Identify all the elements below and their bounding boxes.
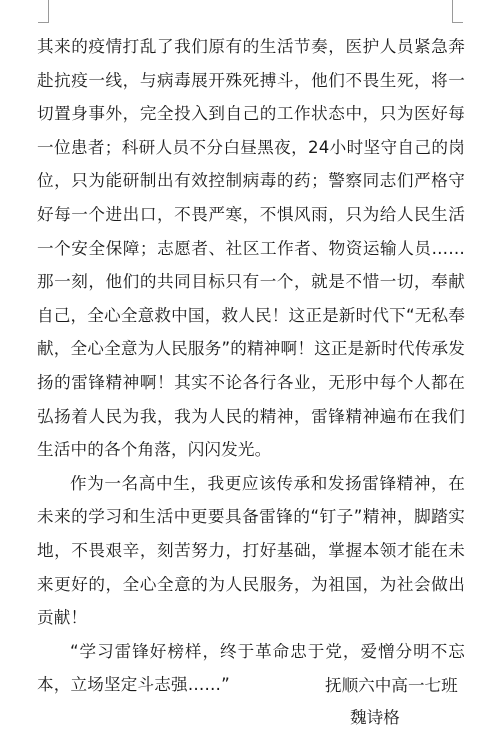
paragraph-3-quote: “学习雷锋好榜样，终于革命忠于党，爱憎分明不忘本，立场坚定斗志强……” [37,641,465,695]
signature-name: 魏诗格 [350,708,400,727]
paragraph-2: 作为一名高中生，我更应该传承和发扬雷锋精神，在未来的学习和生活中更要具备雷锋的“钉子”精神，脚踏实地，不畏艰辛，刻苦努力，打好基础，掌握本领才能在未来更好的，全心全意的为人民服务，为祖国，为社会做出贡献！ [37,473,465,628]
crop-mark-top-right [452,0,463,23]
document-body [37,30,465,702]
crop-mark-top-left [38,0,49,23]
signature-school: 抚顺六中高一七班 [325,676,458,695]
paragraph-1: 其来的疫情打乱了我们原有的生活节奏，医护人员紧急奔赴抗疫一线，与病毒展开殊死搏斗，他们不畏生死，将一切置身事外，完全投入到自己的工作状态中，只为医好每一位患者；科研人员不分白昼黑夜，24小时坚守自己的岗位，只为能研制出有效控制病毒的药；警察同志们严格守好每一个进出口，不畏严寒，不惧风雨，只为给人民生活一个安全保障；志愿者、社区工作者、物资运输人员……那一刻，他们的共同目标只有一个，就是不惜一切，奉献自己，全心全意救中国，救人民！这正是新时代下“无私奉献，全心全意为人民服务”的精神啊！这正是新时代传承发扬的雷锋精神啊！其实不论各行各业，无形中每个人都在弘扬着人民为我，我为人民的精神，雷锋精神遍布在我们生活中的各个角落，闪闪发光。 [37,37,465,460]
